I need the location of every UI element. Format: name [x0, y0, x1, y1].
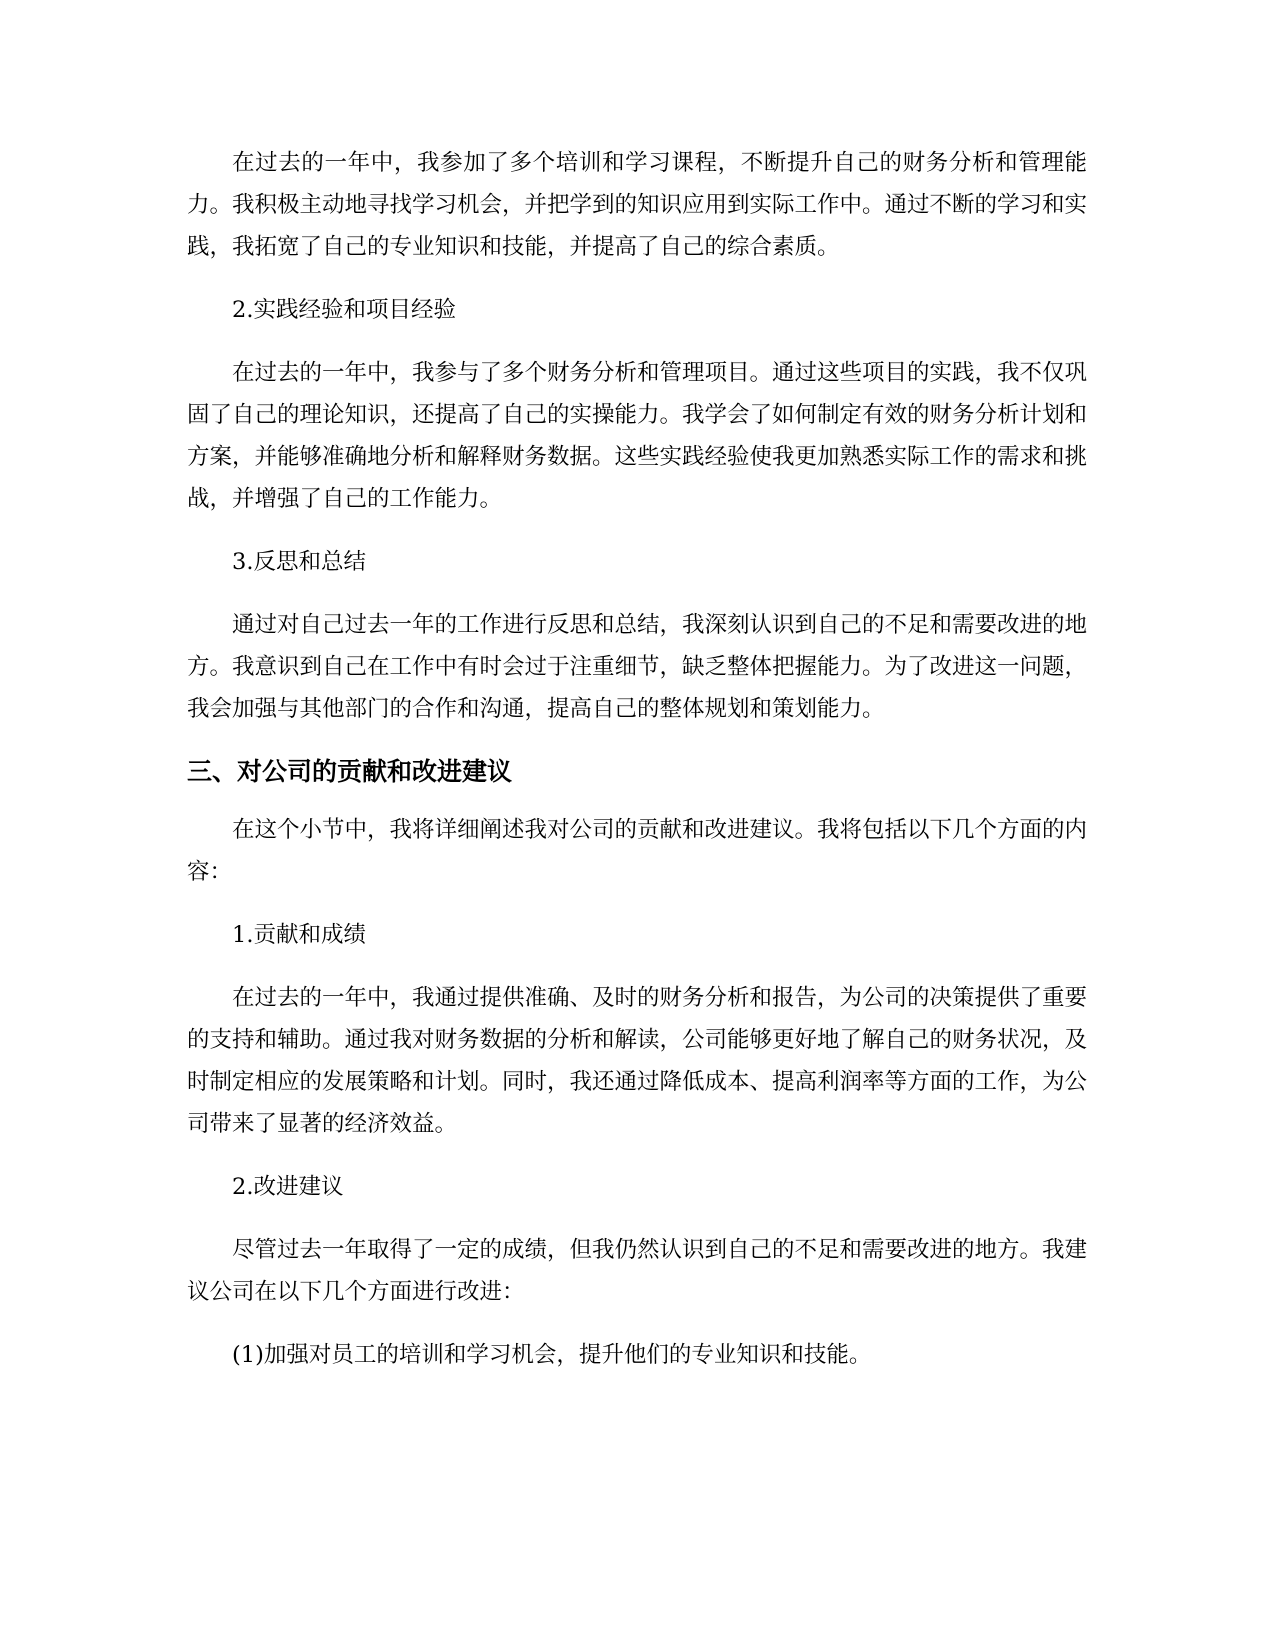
subheading-contribution: 1.贡献和成绩 — [232, 922, 366, 948]
section-title-contribution: 三、对公司的贡献和改进建议 — [187, 757, 513, 786]
paragraph-contribution: 在过去的一年中，我通过提供准确、及时的财务分析和报告，为公司的决策提供了重要的支持和辅助。通过我对财务数据的分析和解读，公司能够更好地了解自己的财务状况，及时制定相应的发展策略和计划。同时，我还通过降低成本、提高利润率等方面的工作，为公司带来了显著的经济效益。 — [187, 985, 1088, 1137]
paragraph-reflection: 通过对自己过去一年的工作进行反思和总结，我深刻认识到自己的不足和需要改进的地方。我意识到自己在工作中有时会过于注重细节，缺乏整体把握能力。为了改进这一问题，我会加强与其他部门的合作和沟通，提高自己的整体规划和策划能力。 — [187, 612, 1088, 722]
paragraph-training-learning: 在过去的一年中，我参加了多个培训和学习课程，不断提升自己的财务分析和管理能力。我积极主动地寻找学习机会，并把学到的知识应用到实际工作中。通过不断的学习和实践，我拓宽了自己的专业知识和技能，并提高了自己的综合素质。 — [187, 150, 1088, 260]
subheading-practice-experience: 2.实践经验和项目经验 — [232, 297, 456, 323]
paragraph-practice-experience: 在过去的一年中，我参与了多个财务分析和管理项目。通过这些项目的实践，我不仅巩固了自己的理论知识，还提高了自己的实操能力。我学会了如何制定有效的财务分析计划和方案，并能够准确地分析和解释财务数据。这些实践经验使我更加熟悉实际工作的需求和挑战，并增强了自己的工作能力。 — [187, 360, 1088, 512]
subheading-suggestions: 2.改进建议 — [232, 1174, 344, 1200]
paragraph-suggestions: 尽管过去一年取得了一定的成绩，但我仍然认识到自己的不足和需要改进的地方。我建议公司在以下几个方面进行改进： — [187, 1237, 1088, 1305]
subheading-reflection: 3.反思和总结 — [232, 549, 366, 575]
suggestion-item-1: (1)加强对员工的培训和学习机会，提升他们的专业知识和技能。 — [232, 1342, 872, 1368]
paragraph-section-intro: 在这个小节中，我将详细阐述我对公司的贡献和改进建议。我将包括以下几个方面的内容： — [187, 817, 1088, 885]
document-body — [187, 142, 1087, 1376]
